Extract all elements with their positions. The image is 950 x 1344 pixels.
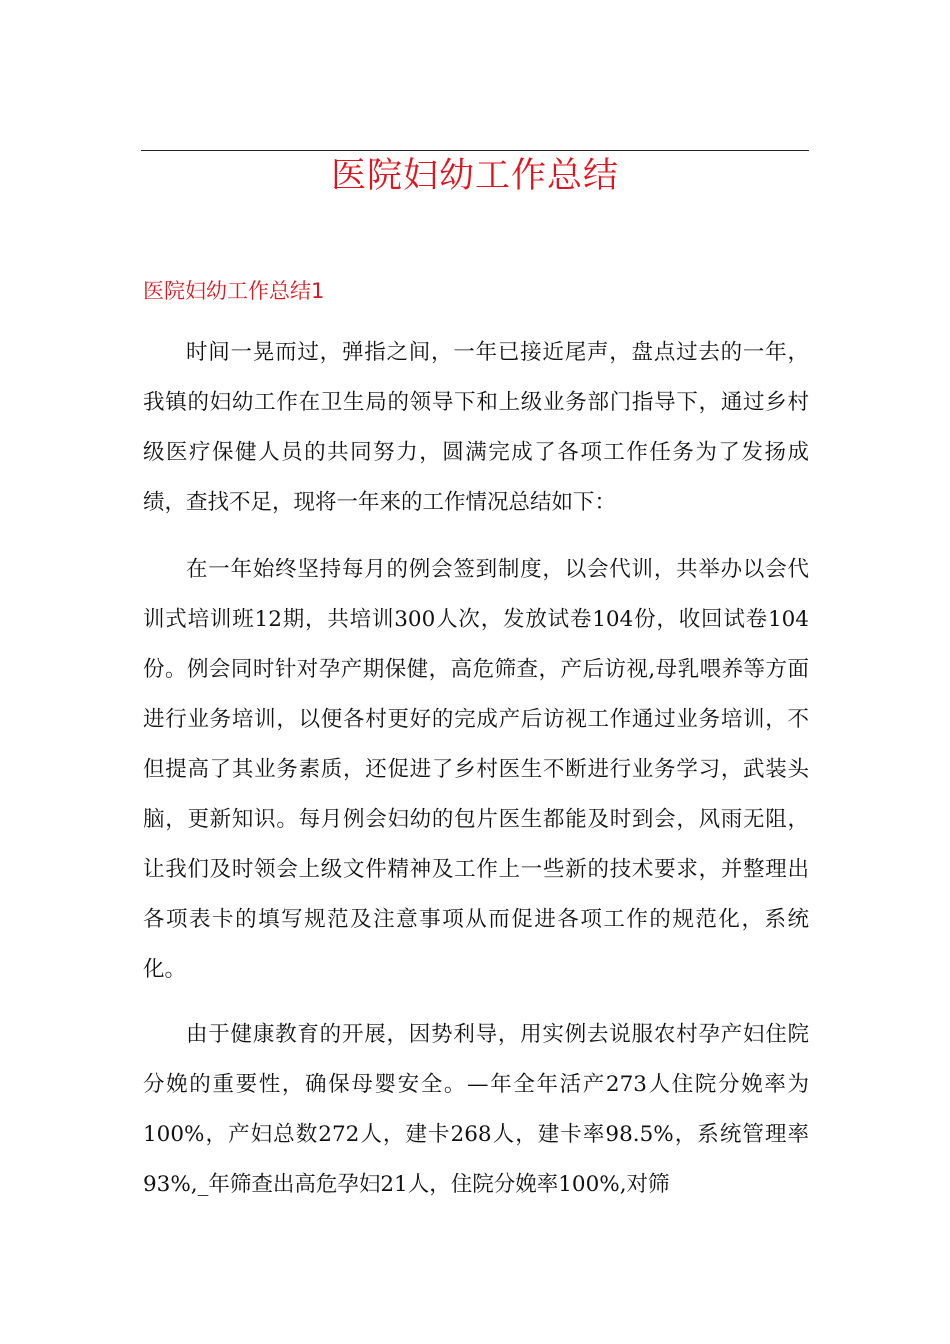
paragraph: 由于健康教育的开展，因势利导，用实例去说服农村孕产妇住院分娩的重要性，确保母婴安全。—年全年活产273人住院分娩率为100%，产妇总数272人，建卡268人，建卡率98.5%，系统管理率93%,_年筛查出高危孕妇21人，住院分娩率100%,对筛 xyxy=(143,1022,809,1197)
document-title: 医院妇幼工作总结 xyxy=(330,156,619,196)
header-divider xyxy=(141,150,809,151)
section-heading: 医院妇幼工作总结1 xyxy=(143,279,325,303)
paragraph: 在一年始终坚持每月的例会签到制度，以会代训，共举办以会代训式培训班12期，共培训300人次，发放试卷104份，收回试卷104份。例会同时针对孕产期保健，高危筛查，产后访视,母乳喂养等方面进行业务培训，以便各村更好的完成产后访视工作通过业务培训，不但提高了其业务素质，还促进了乡村医生不断进行业务学习，武装头脑，更新知识。每月例会妇幼的包片医生都能及时到会，风雨无阻，让我们及时领会上级文件精神及工作上一些新的技术要求，并整理出各项表卡的填写规范及注意事项从而促进各项工作的规范化，系统化。 xyxy=(143,557,809,982)
paragraph: 时间一晃而过，弹指之间，一年已接近尾声，盘点过去的一年，我镇的妇幼工作在卫生局的领导下和上级业务部门指导下，通过乡村级医疗保健人员的共同努力，圆满完成了各项工作任务为了发扬成绩，查找不足，现将一年来的工作情况总结如下： xyxy=(143,340,809,515)
